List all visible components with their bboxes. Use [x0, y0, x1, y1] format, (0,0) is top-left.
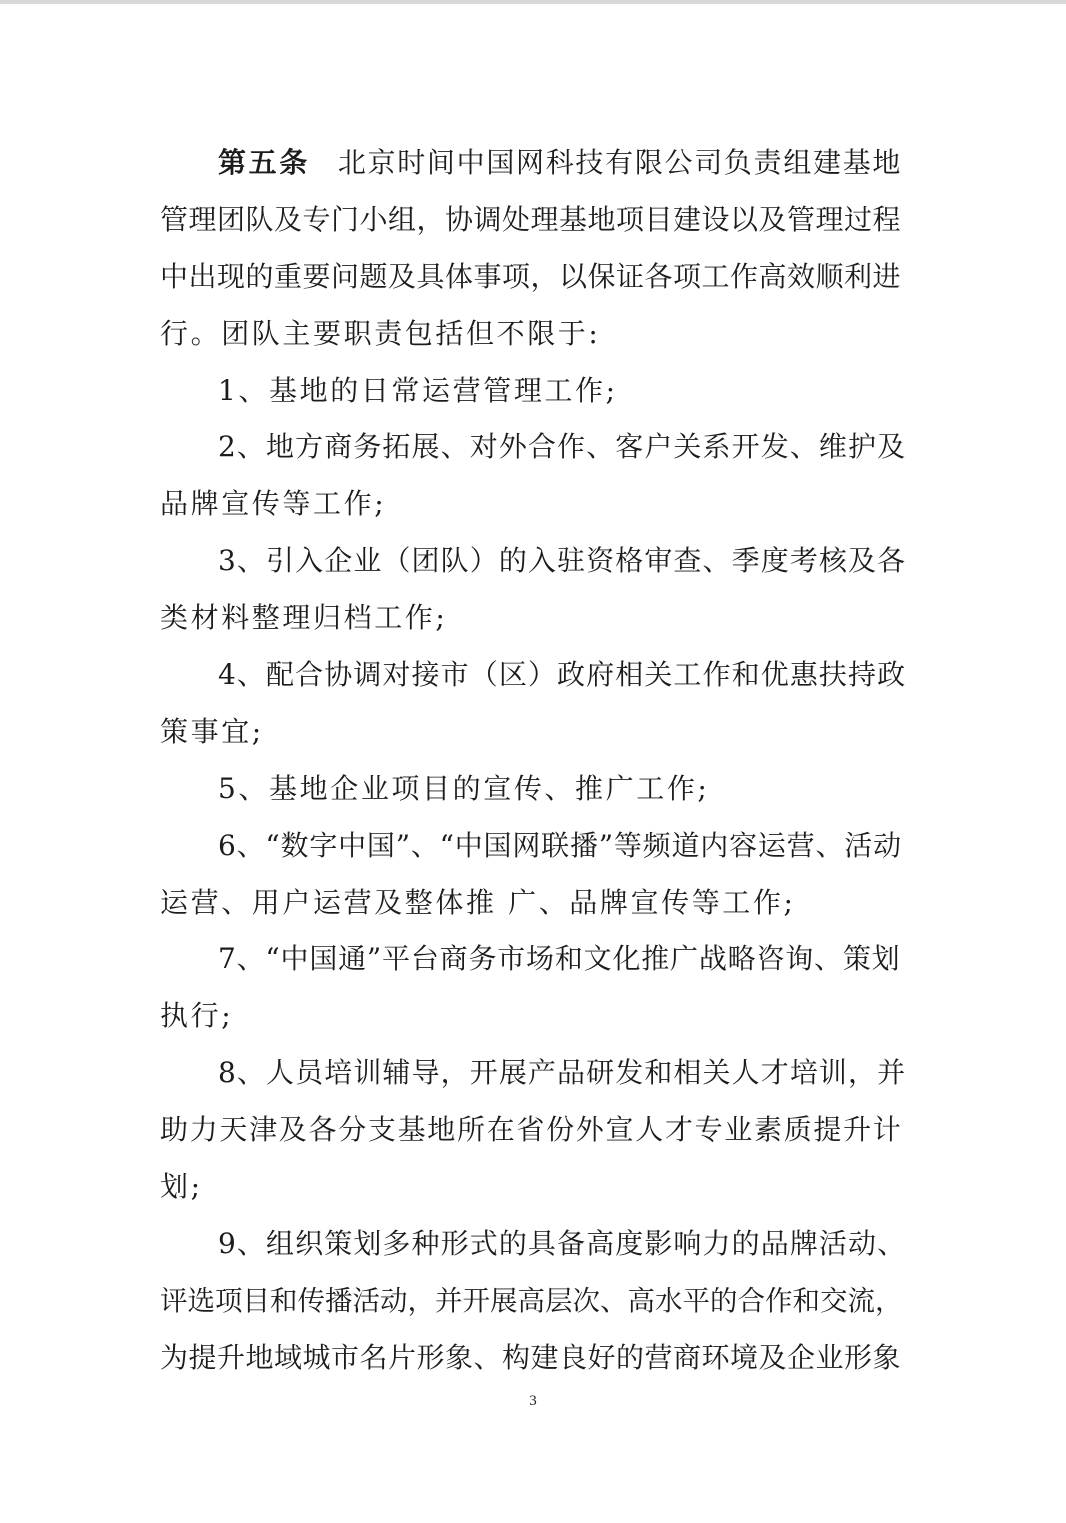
list-item-8-line-3: 划;: [160, 1170, 203, 1204]
list-item-9-line-2: 评选项目和传播活动，并开展高层次、高水平的合作和交流，: [160, 1284, 903, 1317]
list-item-4-line-2: 策事宜;: [160, 714, 264, 748]
article-line-2: 管理团队及专门小组，协调处理基地项目建设以及管理过程: [160, 202, 902, 236]
article-label: 第五条: [218, 146, 310, 179]
list-item-9-line-3: 为提升地域城市名片形象、构建良好的营商环境及企业形象: [160, 1340, 902, 1374]
document-page: [160, 135, 906, 1387]
article-text: 北京时间中国网科技有限公司负责组建基地: [337, 146, 903, 179]
list-item-7-line-1: 7、“中国通”平台商务市场和文化推广战略咨询、策划: [218, 942, 901, 976]
article-line-1: [160, 135, 906, 192]
list-item-2-line-2: 品牌宣传等工作;: [160, 487, 387, 521]
list-item-8-line-2: 助力天津及各分支基地所在省份外宣人才专业素质提升计: [160, 1113, 903, 1147]
list-item-7-line-2: 执行;: [160, 999, 234, 1033]
article-line-4: 行。团队主要职责包括但不限于:: [160, 316, 601, 350]
list-item-8-line-1: 8、人员培训辅导，开展产品研发和相关人才培训，并: [218, 1056, 907, 1090]
list-item-6-line-1: 6、“数字中国”、“中国网联播”等频道内容运营、活动: [218, 828, 902, 862]
list-item-5-line-1: 5、基地企业项目的宣传、推广工作;: [218, 771, 710, 805]
list-item-3-line-2: 类材料整理归档工作;: [160, 601, 448, 635]
article-line-3: 中出现的重要问题及具体事项，以保证各项工作高效顺利进: [160, 259, 902, 293]
list-item-2-line-1: 2、地方商务拓展、对外合作、客户关系开发、维护及: [218, 430, 907, 464]
list-item-6-line-2: 运营、用户运营及整体推 广、品牌宣传等工作;: [160, 885, 796, 919]
list-item-9-line-1: 9、组织策划多种形式的具备高度影响力的品牌活动、: [218, 1226, 907, 1260]
page-number: 3: [529, 1393, 537, 1409]
scan-top-edge: [0, 0, 1066, 4]
list-item-3-line-1: 3、引入企业（团队）的入驻资格审查、季度考核及各: [218, 544, 907, 578]
list-item-4-line-1: 4、配合协调对接市（区）政府相关工作和优惠扶持政: [218, 658, 907, 692]
list-item-1-line-1: 1、基地的日常运营管理工作;: [218, 373, 618, 407]
